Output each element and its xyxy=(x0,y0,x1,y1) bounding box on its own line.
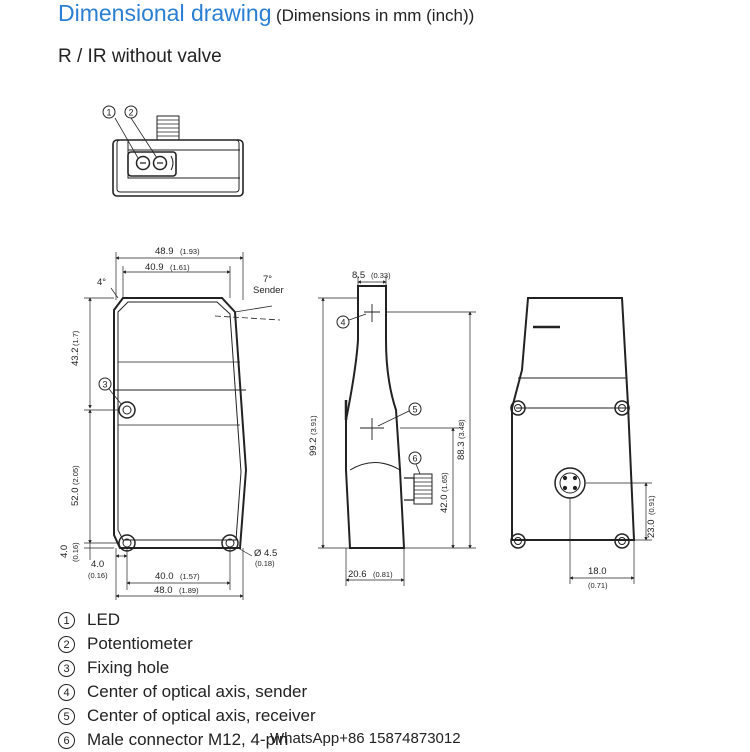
rear-dimension-labels xyxy=(588,495,657,590)
svg-text:(0.71): (0.71) xyxy=(588,581,608,590)
svg-text:(2.05): (2.05) xyxy=(71,465,80,485)
svg-text:Sender: Sender xyxy=(253,285,284,296)
svg-text:48.9: 48.9 xyxy=(155,246,174,257)
legend-text: Fixing hole xyxy=(87,658,170,677)
side-dimension-labels xyxy=(308,270,467,580)
legend-text: Center of optical axis, receiver xyxy=(87,706,316,725)
svg-text:5: 5 xyxy=(412,404,418,415)
svg-text:(0.91): (0.91) xyxy=(647,495,656,515)
svg-text:48.0: 48.0 xyxy=(154,585,173,596)
svg-text:(1.89): (1.89) xyxy=(179,586,199,595)
svg-text:3: 3 xyxy=(102,379,108,390)
svg-text:6: 6 xyxy=(412,453,418,464)
callout-5 xyxy=(378,403,421,426)
svg-text:40.0: 40.0 xyxy=(155,571,174,582)
side-view xyxy=(346,286,432,548)
title-main: Dimensional drawing xyxy=(58,0,272,26)
watermark-text: WhatsApp+86 15874873012 xyxy=(270,730,461,747)
svg-text:(0.16): (0.16) xyxy=(88,571,108,580)
svg-text:40.9: 40.9 xyxy=(145,262,164,273)
legend-number: 4 xyxy=(58,684,75,701)
svg-text:Ø 4.5: Ø 4.5 xyxy=(254,548,278,559)
legend-number: 1 xyxy=(58,612,75,629)
svg-text:4.0: 4.0 xyxy=(59,544,70,558)
legend-item xyxy=(58,608,316,632)
svg-text:(1.93): (1.93) xyxy=(180,247,200,256)
front-view xyxy=(114,298,280,551)
svg-text:(1.65): (1.65) xyxy=(440,472,449,492)
svg-text:52.0: 52.0 xyxy=(70,487,81,506)
svg-text:88.3: 88.3 xyxy=(456,441,467,460)
legend-number: 5 xyxy=(58,708,75,725)
svg-text:(0.33): (0.33) xyxy=(371,271,391,280)
svg-text:23.0: 23.0 xyxy=(646,519,657,538)
top-view xyxy=(113,116,243,196)
svg-text:1: 1 xyxy=(106,107,112,118)
callout-4 xyxy=(337,314,366,328)
svg-text:43.2: 43.2 xyxy=(70,347,81,366)
rear-view xyxy=(511,298,634,548)
svg-text:(3.91): (3.91) xyxy=(309,415,318,435)
svg-text:20.6: 20.6 xyxy=(348,569,367,580)
legend-item xyxy=(58,656,316,680)
svg-text:4.0: 4.0 xyxy=(91,559,105,570)
svg-text:(3.48): (3.48) xyxy=(457,419,466,439)
legend-item xyxy=(58,704,316,728)
variant-subtitle: R / IR without valve xyxy=(58,46,222,67)
callout-2 xyxy=(125,106,137,118)
title-units: (Dimensions in mm (inch)) xyxy=(275,6,475,25)
legend-text: Center of optical axis, sender xyxy=(87,682,308,701)
svg-text:4°: 4° xyxy=(97,277,107,288)
callout-1 xyxy=(103,106,115,118)
legend-number: 6 xyxy=(58,732,75,749)
legend-text: Potentiometer xyxy=(87,634,193,653)
svg-text:8.5: 8.5 xyxy=(352,270,366,281)
svg-text:4: 4 xyxy=(340,317,346,328)
svg-text:18.0: 18.0 xyxy=(588,566,607,577)
svg-text:42.0: 42.0 xyxy=(439,494,450,513)
svg-text:(0.81): (0.81) xyxy=(373,570,393,579)
callout-6 xyxy=(409,452,421,474)
svg-text:(0.18): (0.18) xyxy=(255,559,275,568)
svg-text:99.2: 99.2 xyxy=(308,437,319,456)
rear-dimensions xyxy=(570,483,652,584)
svg-text:(1.57): (1.57) xyxy=(180,572,200,581)
legend-text: Male connector M12, 4-pin xyxy=(87,730,289,749)
legend-text: LED xyxy=(87,610,121,629)
legend-item xyxy=(58,680,316,704)
svg-text:(1.7): (1.7) xyxy=(71,330,80,346)
svg-text:(0.16): (0.16) xyxy=(71,542,80,562)
callout-3 xyxy=(99,378,122,405)
svg-text:(1.61): (1.61) xyxy=(170,263,190,272)
legend-number: 2 xyxy=(58,636,75,653)
legend-item xyxy=(58,632,316,656)
legend-number: 3 xyxy=(58,660,75,677)
svg-text:2: 2 xyxy=(128,107,134,118)
svg-text:7°: 7° xyxy=(263,274,273,285)
